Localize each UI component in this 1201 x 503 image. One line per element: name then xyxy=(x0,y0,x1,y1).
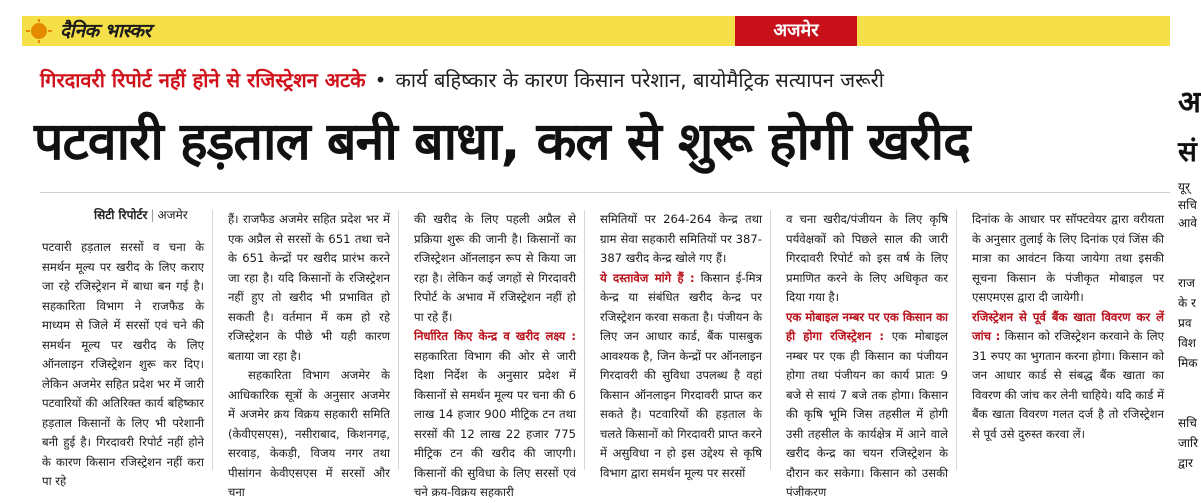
masthead xyxy=(0,0,1200,52)
byline xyxy=(94,206,188,223)
edge-text: आवे xyxy=(1178,216,1197,230)
column-paragraph: हैं। राजफैड अजमेर सहित प्रदेश भर में एक अप्रैल से सरसों के 651 तथा चने के 651 केन्द्रों पर खरीद प्रारंभ करने जा रहा है। यदि किसानों के रजिस्ट्रेशन नहीं हुए तो खरीद भी प्रभावित हो सकती है। वर्तमान में कम हो रहे रजिस्ट्रेशन के पीछे भी यही कारण बताया जा रहा है। xyxy=(228,212,390,363)
subsection-heading: निर्धारित किए केन्द्र व खरीद लक्ष्य : xyxy=(414,329,576,343)
masthead-band xyxy=(22,16,1170,46)
left-margin xyxy=(0,52,22,470)
edge-text: अ xyxy=(1178,85,1201,120)
subsection-heading: रजिस्ट्रेशन से पूर्व बैंक खाता विवरण कर लें जांच : xyxy=(972,309,1164,343)
edge-text: सचि xyxy=(1178,198,1197,212)
edge-text: सचि xyxy=(1178,416,1197,430)
kicker-highlight: गिरदावरी रिपोर्ट नहीं होने से रजिस्ट्रेशन अटके xyxy=(40,68,366,92)
edge-text: के र xyxy=(1178,296,1196,310)
column-subsection xyxy=(600,269,762,484)
edge-text: यूर् xyxy=(1178,180,1190,194)
article-column-3 xyxy=(414,210,576,499)
article-column-2 xyxy=(228,210,390,499)
subsection-text: सहकारिता विभाग की ओर से जारी दिशा निर्देश के अनुसार प्रदेश में किसानों से समर्थन मूल्य पर चना की 6 लाख 14 हजार 900 मीट्रिक टन तथा सरसों की 12 लाख 22 हजार 775 मीट्रिक टन की खरीद की जाएगी। किसानों की सुविधा के लिए सरसों एवं चने क्रय-विक्रय सहकारी xyxy=(414,348,576,499)
column-divider xyxy=(398,210,399,470)
column-divider xyxy=(770,210,771,470)
subsection-text: किसान को रजिस्ट्रेशन करवाने के लिए 31 रुपए का भुगतान करना होगा। किसान को जन आधार कार्ड से संबद्ध बैंक खाता का विवरण की जांच कर लेनी चाहिये। यदि कार्ड में बैंक खाता विवरण गलत दर्ज है तो रजिस्ट्रेशन से पूर्व उसे दुरुस्त करवा लें। xyxy=(972,329,1165,441)
column-paragraph: पटवारी हड़ताल सरसों व चना के समर्थन मूल्य पर खरीद के लिए कराए जा रहे रजिस्ट्रेशन में बाधा बन गई है। सहकारिता विभाग ने राजफैड के माध्यम से जिले में सरसों एवं चने की समर्थन मूल्य पर खरीद के लिए ऑनलाइन रजिस्ट्रेशन शुरू कर दिए। लेकिन अजमेर सहित प्रदेश भर में जारी पटवारियों की अतिरिक्त कार्य बहिष्कार हड़ताल किसानों के लिए भी परेशानी बनी हुई है। गिरदावरी रिपोर्ट नहीं होने के कारण किसान रजिस्ट्रेशन नहीं करा पा रहे xyxy=(42,240,204,488)
adjacent-article-edge xyxy=(1172,52,1200,470)
column-subsection xyxy=(972,308,1164,445)
edge-text: विश xyxy=(1178,336,1196,350)
column-paragraph: व चना खरीद/पंजीयन के लिए कृषि पर्यवेक्षकों को पिछले साल की जारी गिरदावरी रिपोर्ट को इस वर्ष के लिए प्रमाणित करने के लिए अधिकृत कर दिया गया है। xyxy=(786,212,948,304)
byline-separator: | xyxy=(150,208,155,222)
article-column-4 xyxy=(600,210,762,480)
article-kicker xyxy=(40,66,1175,96)
column-divider xyxy=(212,210,213,470)
edge-text: राज xyxy=(1178,276,1195,290)
subsection-heading: एक मोबाइल नम्बर पर एक किसान का ही होगा रजिस्ट्रेशन : xyxy=(786,309,948,343)
edge-text: जारि xyxy=(1178,436,1199,450)
kicker-bullet: • xyxy=(374,68,387,92)
column-subsection xyxy=(786,308,948,503)
column-divider xyxy=(584,210,585,470)
article-column-1 xyxy=(42,238,204,498)
column-paragraph: सहकारिता विभाग अजमेर के आधिकारिक सूत्रों के अनुसार अजमेर में अजमेर क्रय विक्रय सहकारी समिति (केवीएसएस), नसीराबाद, किशनगढ़, सरवाड़, केकड़ी, विजय नगर तथा पीसांगन केवीएसएस में सरसों और चना xyxy=(228,368,390,499)
masthead-left-margin xyxy=(0,16,22,46)
subsection-text: किसान ई-मित्र केन्द्र या संबंधित खरीद केन्द्र पर रजिस्ट्रेशन करवा सकता है। पंजीयन के लिए जन आधार कार्ड, बैंक पासबुक आवश्यक है, जिन केन्द्रों पर ऑनलाइन गिरदावरी की सुविधा उपलब्ध है वहां किसान ऑनलाइन गिरदावरी प्राप्त कर सकते है। पटवारियों की हड़ताल के चलते किसानों को गिरदावरी प्राप्त करने में असुविधा न हो इस उद्देश्य से कृषि विभाग द्वारा समर्थन मूल्य पर सरसों xyxy=(600,270,762,480)
subsection-text: एक मोबाइल नम्बर पर एक ही किसान का पंजीयन होगा तथा पंजीयन का कार्य प्रातः 9 बजे से सायं 7 बजे तक होगा। किसान की कृषि भूमि जिस तहसील में होगी उसी तहसील के कार्यक्षेत्र में आने वाले खरीद केन्द्र का चयन रजिस्ट्रेशन के दौरान कर सकेगा। किसान को उसकी पंजीकरण xyxy=(786,329,948,499)
subsection-heading: ये दस्तावेज मांगे हैं : xyxy=(600,270,695,285)
edge-text: सं xyxy=(1178,135,1197,168)
column-paragraph: दिनांक के आधार पर सॉफ्टवेयर द्वारा वरीयता के अनुसार तुलाई के लिए दिनांक एवं जिंस की मात्रा का आवंटन किया जायेगा तथा इसकी सूचना किसान के पंजीकृत मोबाइल पर एसएमएस द्वारा दी जायेगी। xyxy=(972,212,1164,304)
column-paragraph: समितियों पर 264-264 केन्द्र तथा ग्राम सेवा सहकारी समितियों पर 387-387 खरीद केन्द्र खोले गए हैं। xyxy=(600,212,762,265)
column-paragraph: की खरीद के लिए पहली अप्रैल से प्रक्रिया शुरू की जानी है। किसानों का रजिस्ट्रेशन ऑनलाइन रूप से किया जा रहा है। लेकिन कई जगहों से गिरदावरी रिपोर्ट के अभाव में रजिस्ट्रेशन नहीं हो पा रहे हैं। xyxy=(414,212,576,324)
newspaper-brand: दैनिक भास्कर xyxy=(60,20,151,42)
bhaskar-logo-icon xyxy=(26,19,52,43)
edge-text: मिक xyxy=(1178,356,1198,370)
column-subsection xyxy=(414,327,576,503)
article-column-6 xyxy=(972,210,1164,470)
article-column-5 xyxy=(786,210,948,499)
edge-text: द्वार xyxy=(1178,456,1193,470)
kicker-subtitle: कार्य बहिष्कार के कारण किसान परेशान, बायोमैट्रिक सत्यापन जरूरी xyxy=(395,68,884,92)
city-edition-tag: अजमेर xyxy=(735,16,857,46)
article-headline: पटवारी हड़ताल बनी बाधा, कल से शुरू होगी खरीद xyxy=(34,112,970,172)
headline-divider xyxy=(40,192,1170,193)
byline-city: अजमेर xyxy=(157,208,188,222)
column-divider xyxy=(956,210,957,470)
byline-author: सिटी रिपोर्टर xyxy=(94,208,148,222)
edge-text: प्रव xyxy=(1178,316,1192,330)
